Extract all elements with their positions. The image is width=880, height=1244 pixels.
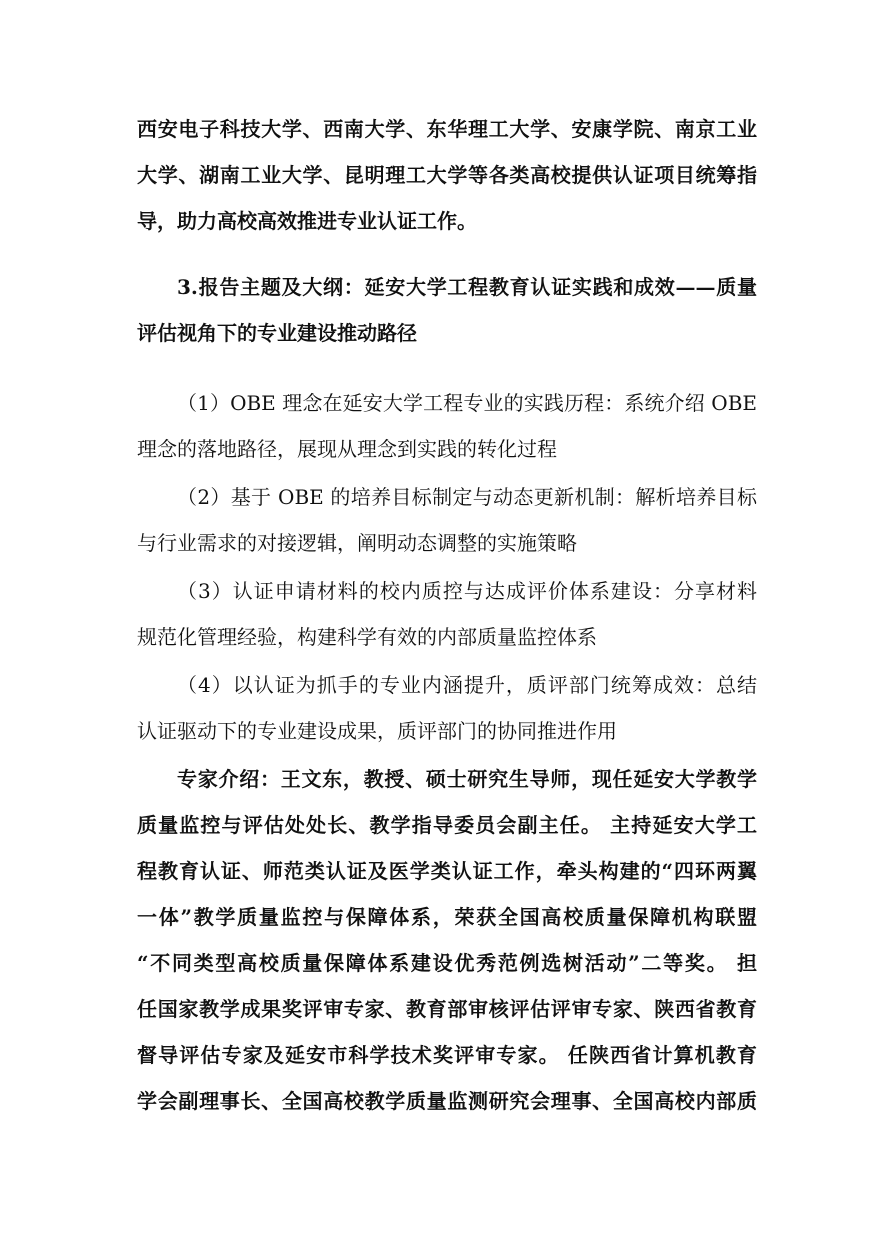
outline-item-2-line-1: （2）基于 OBE 的培养目标制定与动态更新机制：解析培养目标	[177, 485, 757, 509]
outline-item-3-line-2: 规范化管理经验，构建科学有效的内部质量监控体系	[137, 625, 597, 649]
expert-intro-line-1: 专家介绍：王文东，教授、硕士研究生导师，现任延安大学教学	[177, 767, 757, 791]
outline-item-4-line-2: 认证驱动下的专业建设成果，质评部门的协同推进作用	[137, 719, 617, 743]
universities-line-2: 大学、湖南工业大学、昆明理工大学等各类高校提供认证项目统筹指	[137, 163, 757, 187]
expert-intro-line-5: “不同类型高校质量保障体系建设优秀范例选树活动”二等奖。 担	[137, 951, 757, 975]
expert-intro-line-8: 学会副理事长、全国高校教学质量监测研究会理事、全国高校内部质	[137, 1089, 757, 1113]
universities-line-1: 西安电子科技大学、西南大学、东华理工大学、安康学院、南京工业	[137, 117, 757, 141]
expert-intro-line-4: 一体”教学质量监控与保障体系，荣获全国高校质量保障机构联盟	[137, 905, 757, 929]
report-heading-line-1: 3.报告主题及大纲：延安大学工程教育认证实践和成效——质量	[177, 275, 757, 299]
outline-item-4-line-1: （4）以认证为抓手的专业内涵提升，质评部门统筹成效：总结	[177, 673, 757, 697]
expert-intro-line-6: 任国家教学成果奖评审专家、教育部审核评估评审专家、陕西省教育	[137, 997, 757, 1021]
outline-item-1-line-2: 理念的落地路径，展现从理念到实践的转化过程	[137, 437, 557, 461]
report-heading-line-2: 评估视角下的专业建设推动路径	[137, 321, 417, 345]
expert-intro-line-2: 质量监控与评估处处长、教学指导委员会副主任。 主持延安大学工	[137, 813, 757, 837]
universities-line-3: 导，助力高校高效推进专业认证工作。	[137, 209, 477, 233]
expert-intro-line-7: 督导评估专家及延安市科学技术奖评审专家。 任陕西省计算机教育	[137, 1043, 757, 1067]
expert-intro-line-3: 程教育认证、师范类认证及医学类认证工作，牵头构建的“四环两翼	[137, 859, 757, 883]
outline-item-3-line-1: （3）认证申请材料的校内质控与达成评价体系建设：分享材料	[177, 579, 757, 603]
outline-item-1-line-1: （1）OBE 理念在延安大学工程专业的实践历程：系统介绍 OBE	[177, 391, 757, 415]
outline-item-2-line-2: 与行业需求的对接逻辑，阐明动态调整的实施策略	[137, 531, 577, 555]
